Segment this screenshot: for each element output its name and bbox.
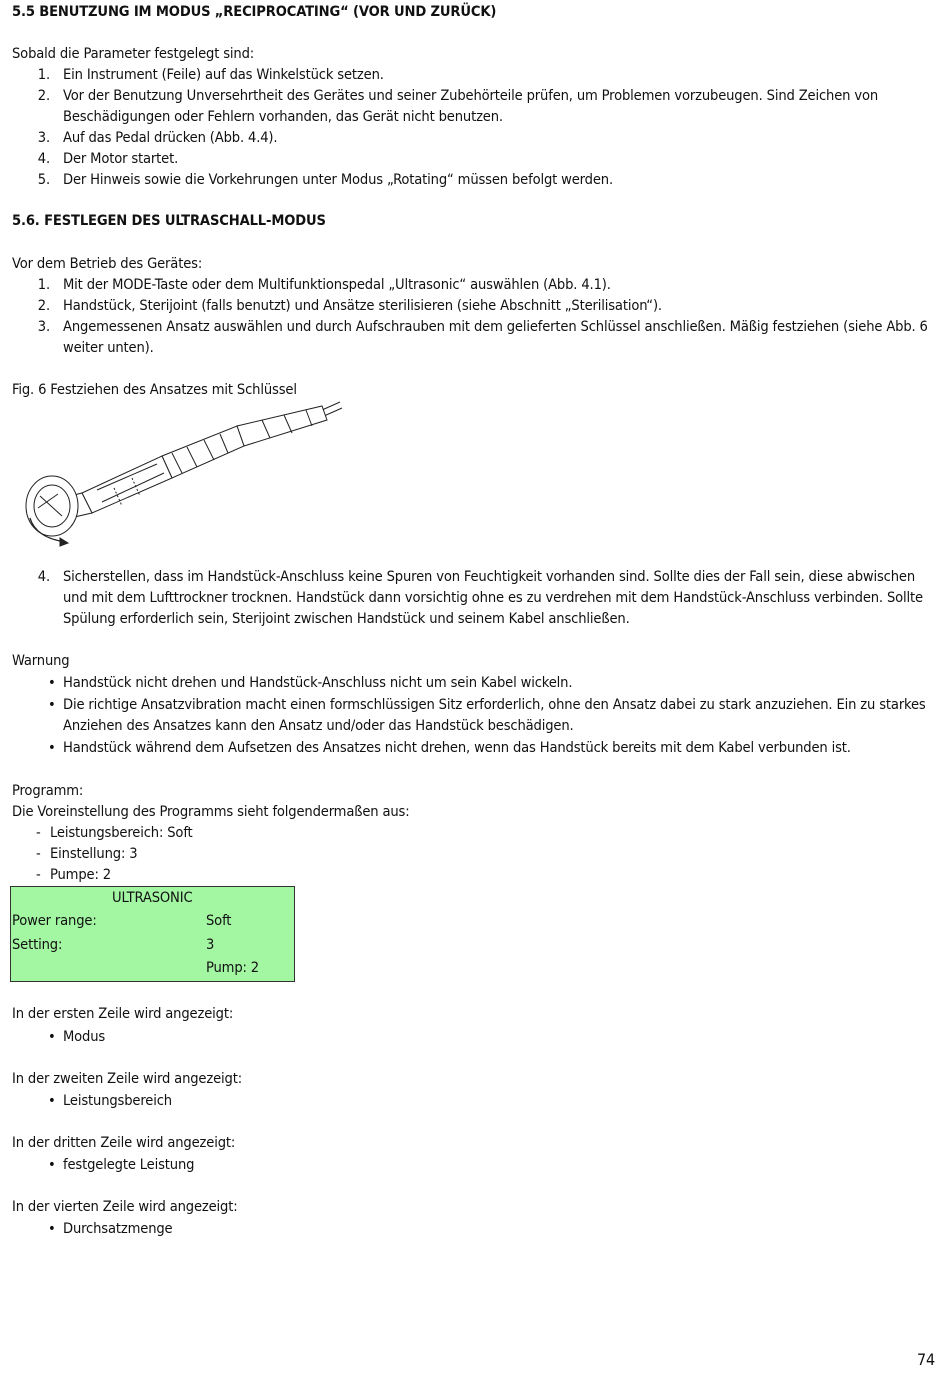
display-power-value: Soft [206,912,232,929]
list-number: 3. [37,318,50,335]
display-title: ULTRASONIC [112,889,193,906]
list-item-continuation: und mit dem Lufttrockner trocknen. Handstück dann vorsichtig ohne es zu verdrehen mit dem Handstück-Anschluss verbinden. Sollte [63,589,923,606]
bullet-text: festgelegte Leistung [63,1156,195,1173]
list-item-text: Der Hinweis sowie die Vorkehrungen unter Modus „Rotating“ müssen befolgt werden. [63,171,613,188]
section-intro: Vor dem Betrieb des Gerätes: [12,255,203,272]
page-number: 74 [916,1350,935,1369]
list-item-text: Ein Instrument (Feile) auf das Winkelstück setzen. [63,66,384,83]
section-heading: 5.5 BENUTZUNG IM MODUS „RECIPROCATING“ (VOR UND ZURÜCK) [12,3,497,20]
list-number: 2. [37,297,50,314]
list-number: 4. [37,568,50,585]
display-setting-label: Setting: [12,936,63,953]
dash-icon: - [36,824,41,841]
list-number: 1. [37,276,50,293]
section-intro: Sobald die Parameter festgelegt sind: [12,45,255,62]
row-info-intro: In der vierten Zeile wird angezeigt: [12,1198,238,1215]
dash-item-text: Pumpe: 2 [50,866,111,883]
warning-title: Warnung [12,652,70,669]
bullet-text: Modus [63,1028,106,1045]
bullet-icon: • [48,1220,56,1237]
program-title: Programm: [12,782,84,799]
dash-item-text: Einstellung: 3 [50,845,138,862]
bullet-continuation: Anziehen des Ansatzes kann den Ansatz und/oder das Handstück beschädigen. [63,717,574,734]
bullet-text: Handstück während dem Aufsetzen des Ansatzes nicht drehen, wenn das Handstück bereits mit dem Kabel verbunden ist. [63,739,851,756]
list-item-continuation: Spülung erforderlich sein, Sterijoint zwischen Handstück und seinem Kabel anschließen. [63,610,630,627]
list-number: 3. [37,129,50,146]
bullet-text: Handstück nicht drehen und Handstück-Anschluss nicht um sein Kabel wickeln. [63,674,573,691]
bullet-icon: • [48,696,56,713]
display-setting-value: 3 [206,936,215,953]
dash-icon: - [36,845,41,862]
bullet-icon: • [48,1156,56,1173]
list-item-text: Auf das Pedal drücken (Abb. 4.4). [63,129,278,146]
list-number: 5. [37,171,50,188]
list-item-text: Der Motor startet. [63,150,179,167]
list-item-text: Angemessenen Ansatz auswählen und durch Aufschrauben mit dem gelieferten Schlüssel anschließen. Mäßig festziehen (siehe Abb. 6 [63,318,928,335]
display-pump: Pump: 2 [206,959,260,976]
row-info-intro: In der ersten Zeile wird angezeigt: [12,1005,234,1022]
dash-icon: - [36,866,41,883]
bullet-icon: • [48,674,56,691]
ultrasonic-display-panel [10,886,295,982]
list-number: 2. [37,87,50,104]
section-heading: 5.6. FESTLEGEN DES ULTRASCHALL-MODUS [12,212,326,229]
figure-caption: Fig. 6 Festziehen des Ansatzes mit Schlüssel [12,381,297,398]
list-number: 4. [37,150,50,167]
bullet-text: Die richtige Ansatzvibration macht einen formschlüssigen Sitz erforderlich, ohne den Ansatz dabei zu stark anzuziehen. Ein zu starkes [63,696,926,713]
bullet-icon: • [48,1092,56,1109]
list-number: 1. [37,66,50,83]
bullet-text: Durchsatzmenge [63,1220,173,1237]
list-item-text: Sicherstellen, dass im Handstück-Anschluss keine Spuren von Feuchtigkeit vorhanden sind. Sollte dies der Fall sein, diese abwischen [63,568,916,585]
dash-item-text: Leistungsbereich: Soft [50,824,193,841]
list-item-text: Handstück, Sterijoint (falls benutzt) und Ansätze sterilisieren (siehe Abschnitt „Sterilisation“). [63,297,662,314]
display-power-label: Power range: [12,912,97,929]
list-item-text: Mit der MODE-Taste oder dem Multifunktionspedal „Ultrasonic“ auswählen (Abb. 4.1). [63,276,611,293]
program-intro: Die Voreinstellung des Programms sieht folgendermaßen aus: [12,803,410,820]
bullet-icon: • [48,739,56,756]
handpiece-wrench-illustration [22,398,352,550]
row-info-intro: In der dritten Zeile wird angezeigt: [12,1134,236,1151]
list-item-continuation: weiter unten). [63,339,154,356]
bullet-icon: • [48,1028,56,1045]
bullet-text: Leistungsbereich [63,1092,172,1109]
list-item-continuation: Beschädigungen oder Fehlern vorhanden, das Gerät nicht benutzen. [63,108,503,125]
row-info-intro: In der zweiten Zeile wird angezeigt: [12,1070,242,1087]
list-item-text: Vor der Benutzung Unversehrtheit des Gerätes und seiner Zubehörteile prüfen, um Problemen vorzubeugen. Sind Zeichen von [63,87,879,104]
